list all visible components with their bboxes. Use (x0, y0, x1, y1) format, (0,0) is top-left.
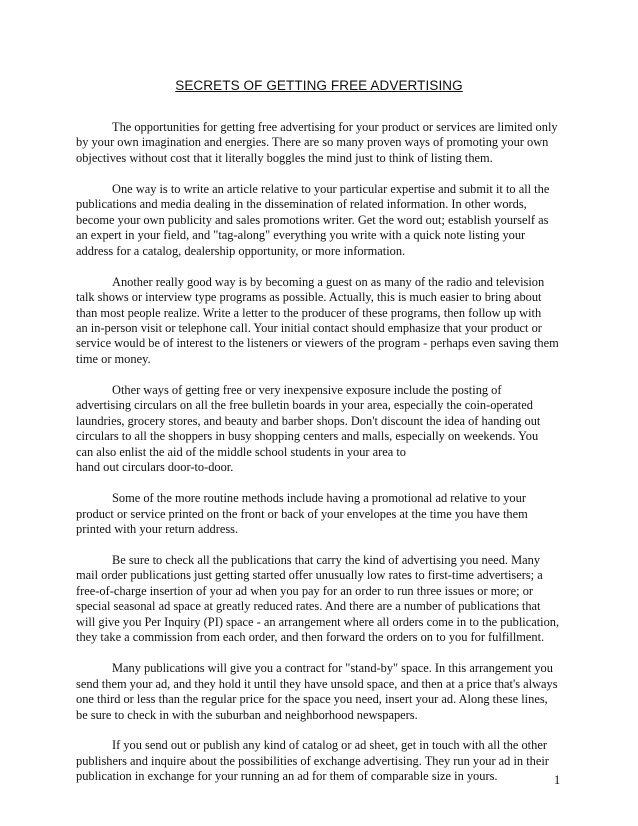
text-line: an in-person visit or telephone call. Your initial contact should emphasize that your product or (76, 320, 542, 335)
paragraph (76, 491, 566, 537)
text-line: Be sure to check all the publications that carry the kind of advertising you need. Many (112, 552, 541, 567)
text-line: by your own imagination and energies. There are so many proven ways of promoting your own (76, 135, 549, 150)
text-line: publishers and inquire about the possibilities of exchange advertising. They run your ad in their (76, 753, 549, 768)
text-line: address for a catalog, dealership opportunity, or more information. (76, 243, 406, 258)
text-line: be sure to check in with the suburban and neighborhood newspapers. (76, 707, 418, 722)
paragraph (76, 553, 566, 646)
paragraph (76, 738, 566, 784)
paragraph (76, 661, 566, 723)
text-line: they take a commission from each order, and then forward the orders on to you for fulfillment. (76, 630, 545, 645)
text-line: Some of the more routine methods include having a promotional ad relative to your (112, 491, 526, 506)
document-body (76, 120, 566, 800)
text-line: laundries, grocery stores, and beauty and barber shops. Don't discount the idea of handing out (76, 413, 541, 428)
text-line: than most people realize. Write a letter to the producer of these programs, then follow up with (76, 305, 542, 320)
text-line: If you send out or publish any kind of catalog or ad sheet, get in touch with all the other (112, 738, 547, 753)
text-line: send them your ad, and they hold it until they have unsold space, and then at a price that's always (76, 676, 558, 691)
text-line: become your own publicity and sales promotions writer. Get the word out; establish yourself as (76, 212, 549, 227)
text-line: time or money. (76, 351, 151, 366)
text-line: objectives without cost that it literally boggles the mind just to think of listing them. (76, 150, 493, 165)
text-line: product or service printed on the front or back of your envelopes at the time you have them (76, 506, 528, 521)
text-line: will give you Per Inquiry (PI) space - an arrangement where all orders come in to the publication, (76, 614, 560, 629)
text-line: talk shows or interview type programs as possible. Actually, this is much easier to bring about (76, 290, 542, 305)
text-line: Other ways of getting free or very inexpensive exposure include the posting of (112, 382, 502, 397)
text-line: circulars to all the shoppers in busy shopping centers and malls, especially on weekends. You (76, 429, 539, 444)
text-line: free-of-charge insertion of your ad when you pay for an order to run three issues or more; or (76, 583, 534, 598)
text-line: an expert in your field, and "tag-along" everything you write with a quick note listing your (76, 228, 526, 243)
text-line: can also enlist the aid of the middle school students in your area to (76, 444, 406, 459)
paragraph (76, 383, 566, 476)
text-line: printed with your return address. (76, 521, 239, 536)
text-line: publications and media dealing in the dissemination of related information. In other words, (76, 197, 527, 212)
paragraph (76, 182, 566, 259)
text-line: Another really good way is by becoming a guest on as many of the radio and television (112, 274, 545, 289)
text-line: publication in exchange for your running an ad for them of comparable size in yours. (76, 769, 498, 784)
text-line: advertising circulars on all the free bulletin boards in your area, especially the coin-operated (76, 398, 533, 413)
paragraph (76, 120, 566, 166)
page-number: 1 (554, 773, 561, 787)
text-line: mail order publications just getting started offer unusually low rates to first-time advertisers; a (76, 568, 543, 583)
paragraph (76, 275, 566, 368)
text-line: Many publications will give you a contract for "stand-by" space. In this arrangement you (112, 661, 553, 676)
page-title: SECRETS OF GETTING FREE ADVERTISING (175, 78, 463, 93)
text-line: The opportunities for getting free advertising for your product or services are limited only (112, 120, 558, 134)
text-line: special seasonal ad space at greatly reduced rates. And there are a number of publications that (76, 599, 541, 614)
text-line: hand out circulars door-to-door. (76, 460, 234, 475)
text-line: one third or less than the regular price for the space you need, insert your ad. Along these lines, (76, 692, 548, 707)
text-line: One way is to write an article relative to your particular expertise and submit it to all the (112, 181, 550, 196)
text-line: service would be of interest to the listeners or viewers of the program - perhaps even saving them (76, 336, 559, 351)
